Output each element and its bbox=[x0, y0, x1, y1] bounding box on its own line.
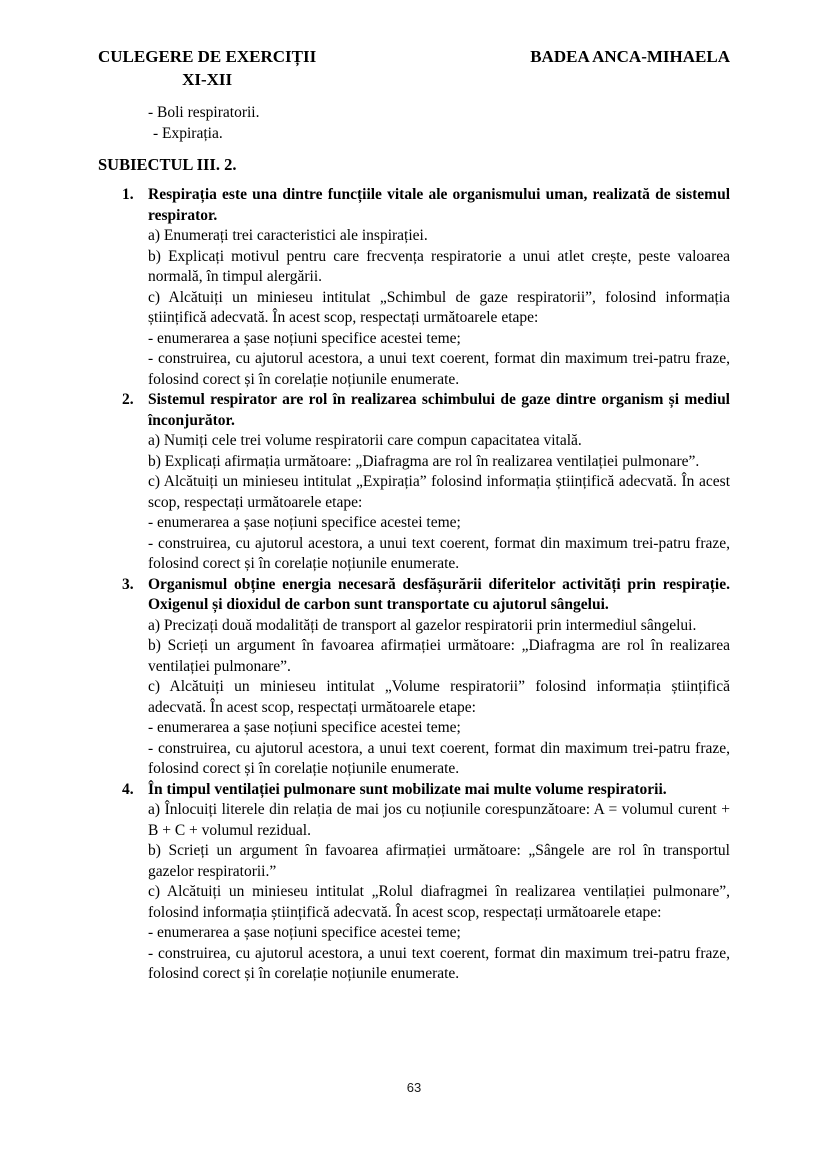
exercise-number: 1. bbox=[122, 186, 134, 203]
book-subtitle: XI-XII bbox=[182, 70, 233, 89]
exercise-step-enumerare: - enumerarea a șase noțiuni specifice acestei teme; bbox=[148, 329, 461, 347]
exercise-part-b: b) Explicați motivul pentru care frecvența respiratorie a unui atlet crește, peste valoarea normală, în timpul alergării. bbox=[148, 247, 730, 285]
exercise-step-construire: - construirea, cu ajutorul acestora, a unui text coerent, format din maximum trei-patru fraze, folosind corect și în corelație noțiunile enumerate. bbox=[148, 739, 730, 777]
exercise-part-c: c) Alcătuiți un minieseu intitulat „Schimbul de gaze respiratorii”, folosind informația științifică adecvată. În acest scop, respectați următoarele etape: bbox=[148, 288, 730, 326]
exercise-number: 3. bbox=[122, 575, 134, 593]
exercise-step-construire: - construirea, cu ajutorul acestora, a unui text coerent, format din maximum trei-patru fraze, folosind corect și în corelație noțiunile enumerate. bbox=[148, 944, 730, 982]
exercise-statement: Sistemul respirator are rol în realizarea schimbului de gaze dintre organism și mediul înconjurător. bbox=[148, 391, 730, 429]
page-header bbox=[98, 45, 730, 91]
section-title: SUBIECTUL III. 2. bbox=[98, 155, 237, 174]
exercise-list bbox=[98, 185, 730, 985]
exercise-item-4 bbox=[98, 780, 730, 985]
author-name: BADEA ANCA-MIHAELA bbox=[530, 47, 730, 66]
exercise-step-construire: - construirea, cu ajutorul acestora, a unui text coerent, format din maximum trei-patru fraze, folosind corect și în corelație noțiunile enumerate. bbox=[148, 350, 730, 388]
exercise-part-b: b) Explicați afirmația următoare: „Diafragma are rol în realizarea ventilației pulmonare”. bbox=[148, 452, 700, 470]
exercise-number: 4. bbox=[122, 780, 134, 798]
exercise-part-a: a) Enumerați trei caracteristici ale inspirației. bbox=[148, 227, 428, 244]
exercise-statement: În timpul ventilației pulmonare sunt mobilizate mai multe volume respiratorii. bbox=[148, 780, 667, 798]
book-title-block bbox=[98, 45, 316, 91]
exercise-part-c: c) Alcătuiți un minieseu intitulat „Volume respiratorii” folosind informația științifică adecvată. În acest scop, respectați următoarele etape: bbox=[148, 678, 730, 716]
exercise-statement: Organismul obține energia necesară desfășurării diferitelor activități prin respirație. Oxigenul și dioxidul de carbon sunt transportate cu ajutorul sângelui. bbox=[148, 575, 730, 613]
exercise-item-2 bbox=[98, 390, 730, 575]
exercise-part-c: c) Alcătuiți un minieseu intitulat „Expirația” folosind informația științifică adecvată. În acest scop, respectați următoarele etape: bbox=[148, 473, 730, 511]
exercise-step-enumerare: - enumerarea a șase noțiuni specifice acestei teme; bbox=[148, 924, 461, 941]
exercise-item-3 bbox=[98, 575, 730, 780]
intro-item-boli-respiratorii: - Boli respiratorii. bbox=[148, 104, 260, 121]
exercise-part-a: a) Înlocuiți literele din relația de mai jos cu noțiunile corespunzătoare: A = volumul curent + B + C + volumul rezidual. bbox=[148, 801, 730, 839]
exercise-part-a: a) Numiți cele trei volume respiratorii care compun capacitatea vitală. bbox=[148, 432, 582, 449]
exercise-step-enumerare: - enumerarea a șase noțiuni specifice acestei teme; bbox=[148, 514, 461, 531]
intro-list bbox=[98, 102, 730, 144]
exercise-step-construire: - construirea, cu ajutorul acestora, a unui text coerent, format din maximum trei-patru fraze, folosind corect și în corelație noțiunile enumerate. bbox=[148, 534, 730, 572]
book-title: CULEGERE DE EXERCIȚII bbox=[98, 47, 317, 66]
exercise-part-c: c) Alcătuiți un minieseu intitulat „Rolul diafragmei în realizarea ventilației pulmonare”, folosind informația științifică adecvată. În acest scop, respectați următoarele etape: bbox=[148, 883, 730, 921]
exercise-number: 2. bbox=[122, 391, 134, 408]
page-footer bbox=[0, 1080, 828, 1095]
exercise-part-b: b) Scrieți un argument în favoarea afirmației următoare: „Diafragma are rol în realizarea ventilației pulmonare”. bbox=[148, 637, 730, 675]
intro-item-expiratia: - Expirația. bbox=[153, 125, 223, 142]
exercise-step-enumerare: - enumerarea a șase noțiuni specifice acestei teme; bbox=[148, 719, 461, 736]
exercise-item-1 bbox=[98, 185, 730, 390]
exercise-statement: Respirația este una dintre funcțiile vitale ale organismului uman, realizată de sistemul respirator. bbox=[148, 186, 730, 224]
exercise-part-b: b) Scrieți un argument în favoarea afirmației următoare: „Sângele are rol în transportul gazelor respiratorii.” bbox=[148, 842, 730, 880]
page-number: 63 bbox=[406, 1080, 422, 1095]
exercise-part-a: a) Precizați două modalități de transport al gazelor respiratorii prin intermediul sângelui. bbox=[148, 616, 697, 634]
